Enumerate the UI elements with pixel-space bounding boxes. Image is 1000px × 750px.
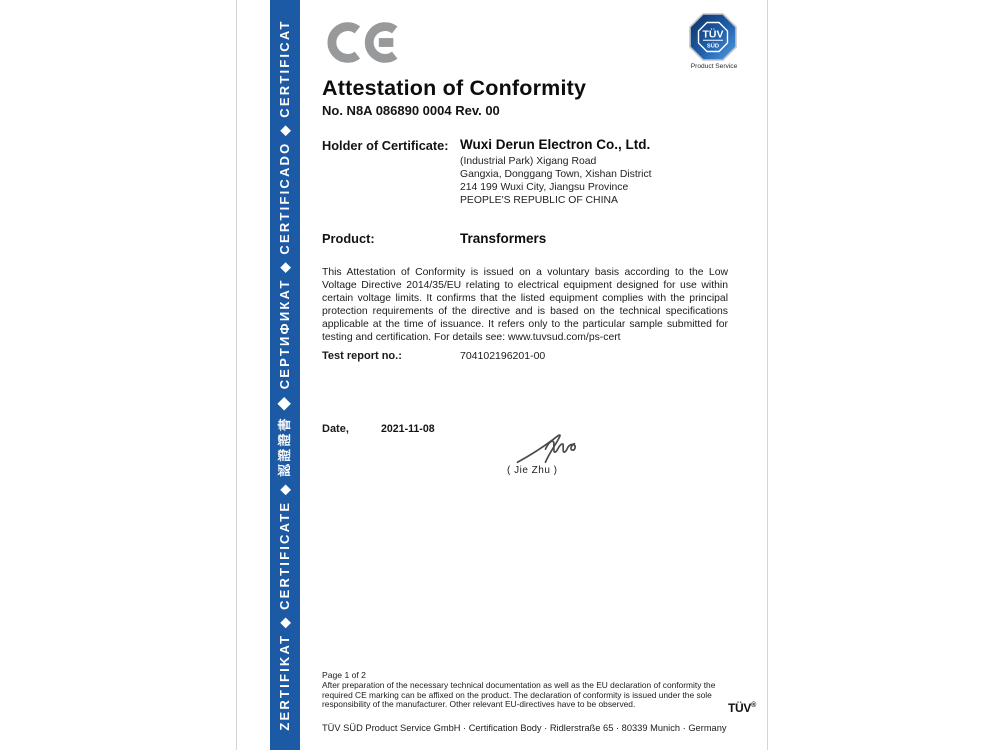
page-indicator: Page 1 of 2 [322,670,366,680]
footer-note-line: After preparation of the necessary technical documentation as well as the EU declaration of conformity the [322,680,716,690]
tuv-wordmark [728,701,756,715]
certificate-side-band [270,0,300,750]
footer-note [322,681,715,710]
registered-symbol: ® [751,702,756,709]
footer-note-line: responsibility of the manufacturer. Other relevant EU-directives have to be observed. [322,699,636,710]
signatory-name: ( Jie Zhu ) [507,465,558,476]
ce-mark-icon [321,19,405,66]
holder-address [460,156,652,208]
holder-address-line: (Industrial Park) Xigang Road [460,156,597,167]
issuer-address-line: TÜV SÜD Product Service GmbH · Certification Body · Ridlerstraße 65 · 80339 Munich · Germany [322,723,727,733]
holder-address-line: PEOPLE'S REPUBLIC OF CHINA [460,194,618,206]
tuv-logo-text-bottom: SÜD [706,43,720,50]
footer-note-line: required CE marking can be affixed on the product. The declaration of conformity is issued under the sole [322,689,712,700]
tuv-logo-caption: Product Service [690,63,738,70]
side-band-vertical-text: ZERTIFIKAT ◆ CERTIFICATE ◆ 認證證書 ◆ СЕРТИФИКАТ ◆ CERTIFICADO ◆ CERTIFICAT [277,19,292,731]
tuv-wordmark-text: TÜV [728,701,752,715]
signature-icon [512,424,592,466]
test-report-label: Test report no.: [322,350,402,362]
holder-address-line: Gangxia, Donggang Town, Xishan District [460,168,652,180]
conformity-statement: This Attestation of Conformity is issued on a voluntary basis according to the Low Voltage Directive 2014/35/EU relating to electrical equipment designed for use within certain voltage limits. It confirms that the listed equipment complies with the principal protection requirements of the directive and is based on the technical specifications applicable at the time of issuance. It refers only to the particular sample submitted for testing and certification. For details see: www.tuvsud.com/ps-cert [322,267,728,344]
tuv-logo-text-top: TÜV [702,28,724,41]
product-label: Product: [322,231,375,246]
holder-label: Holder of Certificate: [322,138,449,153]
certificate-page [236,0,768,750]
holder-name: Wuxi Derun Electron Co., Ltd. [460,137,651,152]
tuv-sud-logo [689,13,737,61]
test-report-value: 704102196201-00 [460,350,546,362]
holder-address-line: 214 199 Wuxi City, Jiangsu Province [460,181,629,193]
product-value: Transformers [460,231,547,246]
date-label: Date, [322,423,349,435]
certificate-title: Attestation of Conformity [322,76,587,100]
certificate-number: No. N8A 086890 0004 Rev. 00 [322,103,500,118]
date-value: 2021-11-08 [381,423,435,435]
